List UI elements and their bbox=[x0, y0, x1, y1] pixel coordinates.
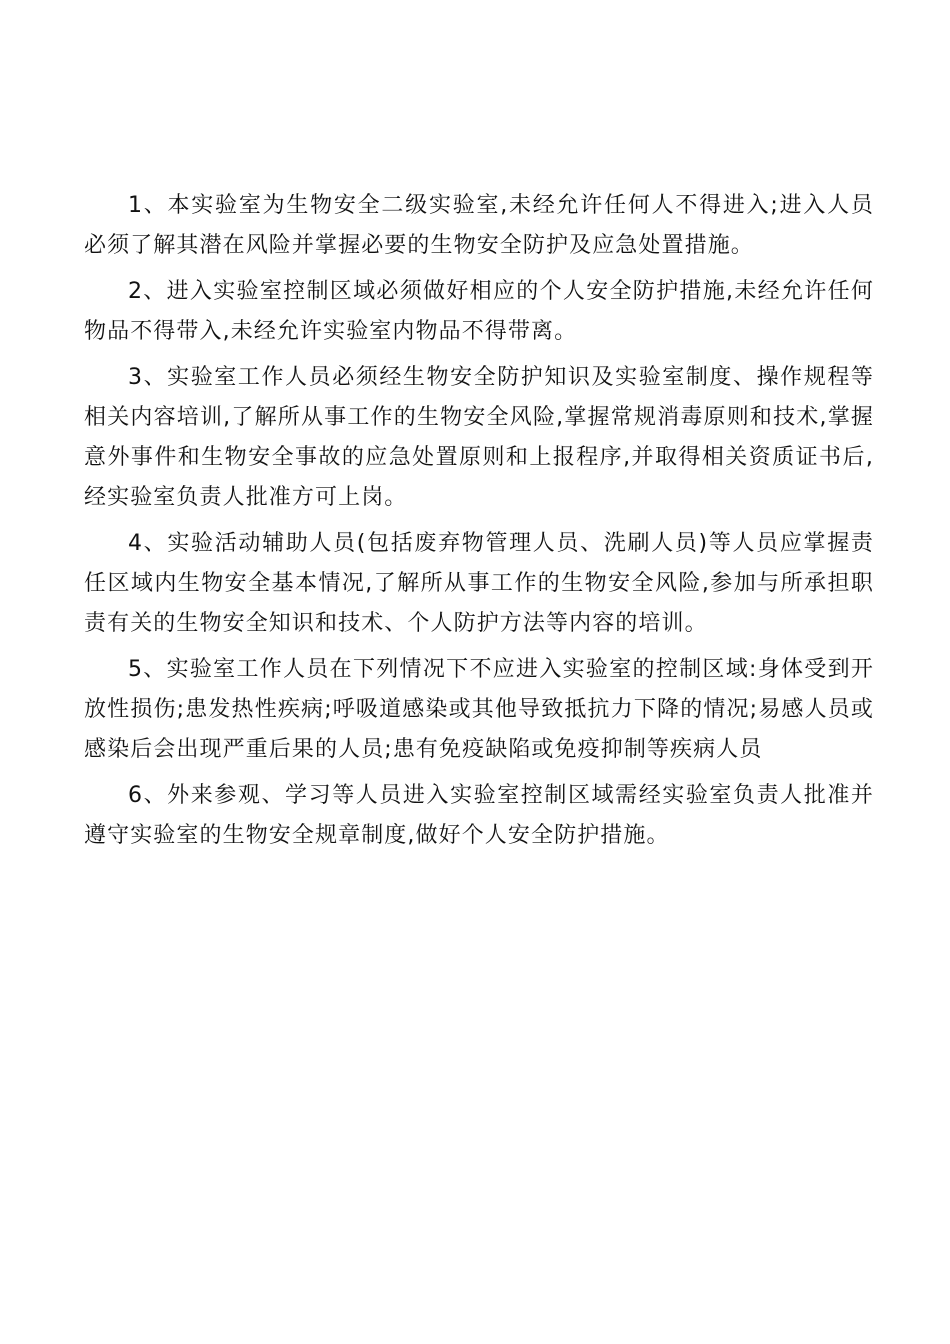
rule-paragraph-4: 4、实验活动辅助人员(包括废弃物管理人员、洗刷人员)等人员应掌握责任区域内生物安全基本情况,了解所从事工作的生物安全风险,参加与所承担职责有关的生物安全知识和技术、个人防护方法等内容的培训。 bbox=[84, 531, 874, 636]
rule-paragraph-2: 2、进入实验室控制区域必须做好相应的个人安全防护措施,未经允许任何物品不得带入,未经允许实验室内物品不得带离。 bbox=[84, 279, 874, 344]
rule-paragraph-6: 6、外来参观、学习等人员进入实验室控制区域需经实验室负责人批准并遵守实验室的生物安全规章制度,做好个人安全防护措施。 bbox=[84, 783, 874, 848]
rule-paragraph-1: 1、本实验室为生物安全二级实验室,未经允许任何人不得进入;进入人员必须了解其潜在风险并掌握必要的生物安全防护及应急处置措施。 bbox=[84, 193, 874, 258]
rule-paragraph-3: 3、实验室工作人员必须经生物安全防护知识及实验室制度、操作规程等相关内容培训,了解所从事工作的生物安全风险,掌握常规消毒原则和技术,掌握意外事件和生物安全事故的应急处置原则和上报程序,并取得相关资质证书后,经实验室负责人批准方可上岗。 bbox=[84, 365, 874, 510]
document-body bbox=[84, 186, 874, 862]
rule-paragraph-5: 5、实验室工作人员在下列情况下不应进入实验室的控制区域:身体受到开放性损伤;患发热性疾病;呼吸道感染或其他导致抵抗力下降的情况;易感人员或感染后会出现严重后果的人员;患有免疫缺陷或免疫抑制等疾病人员 bbox=[84, 657, 874, 762]
